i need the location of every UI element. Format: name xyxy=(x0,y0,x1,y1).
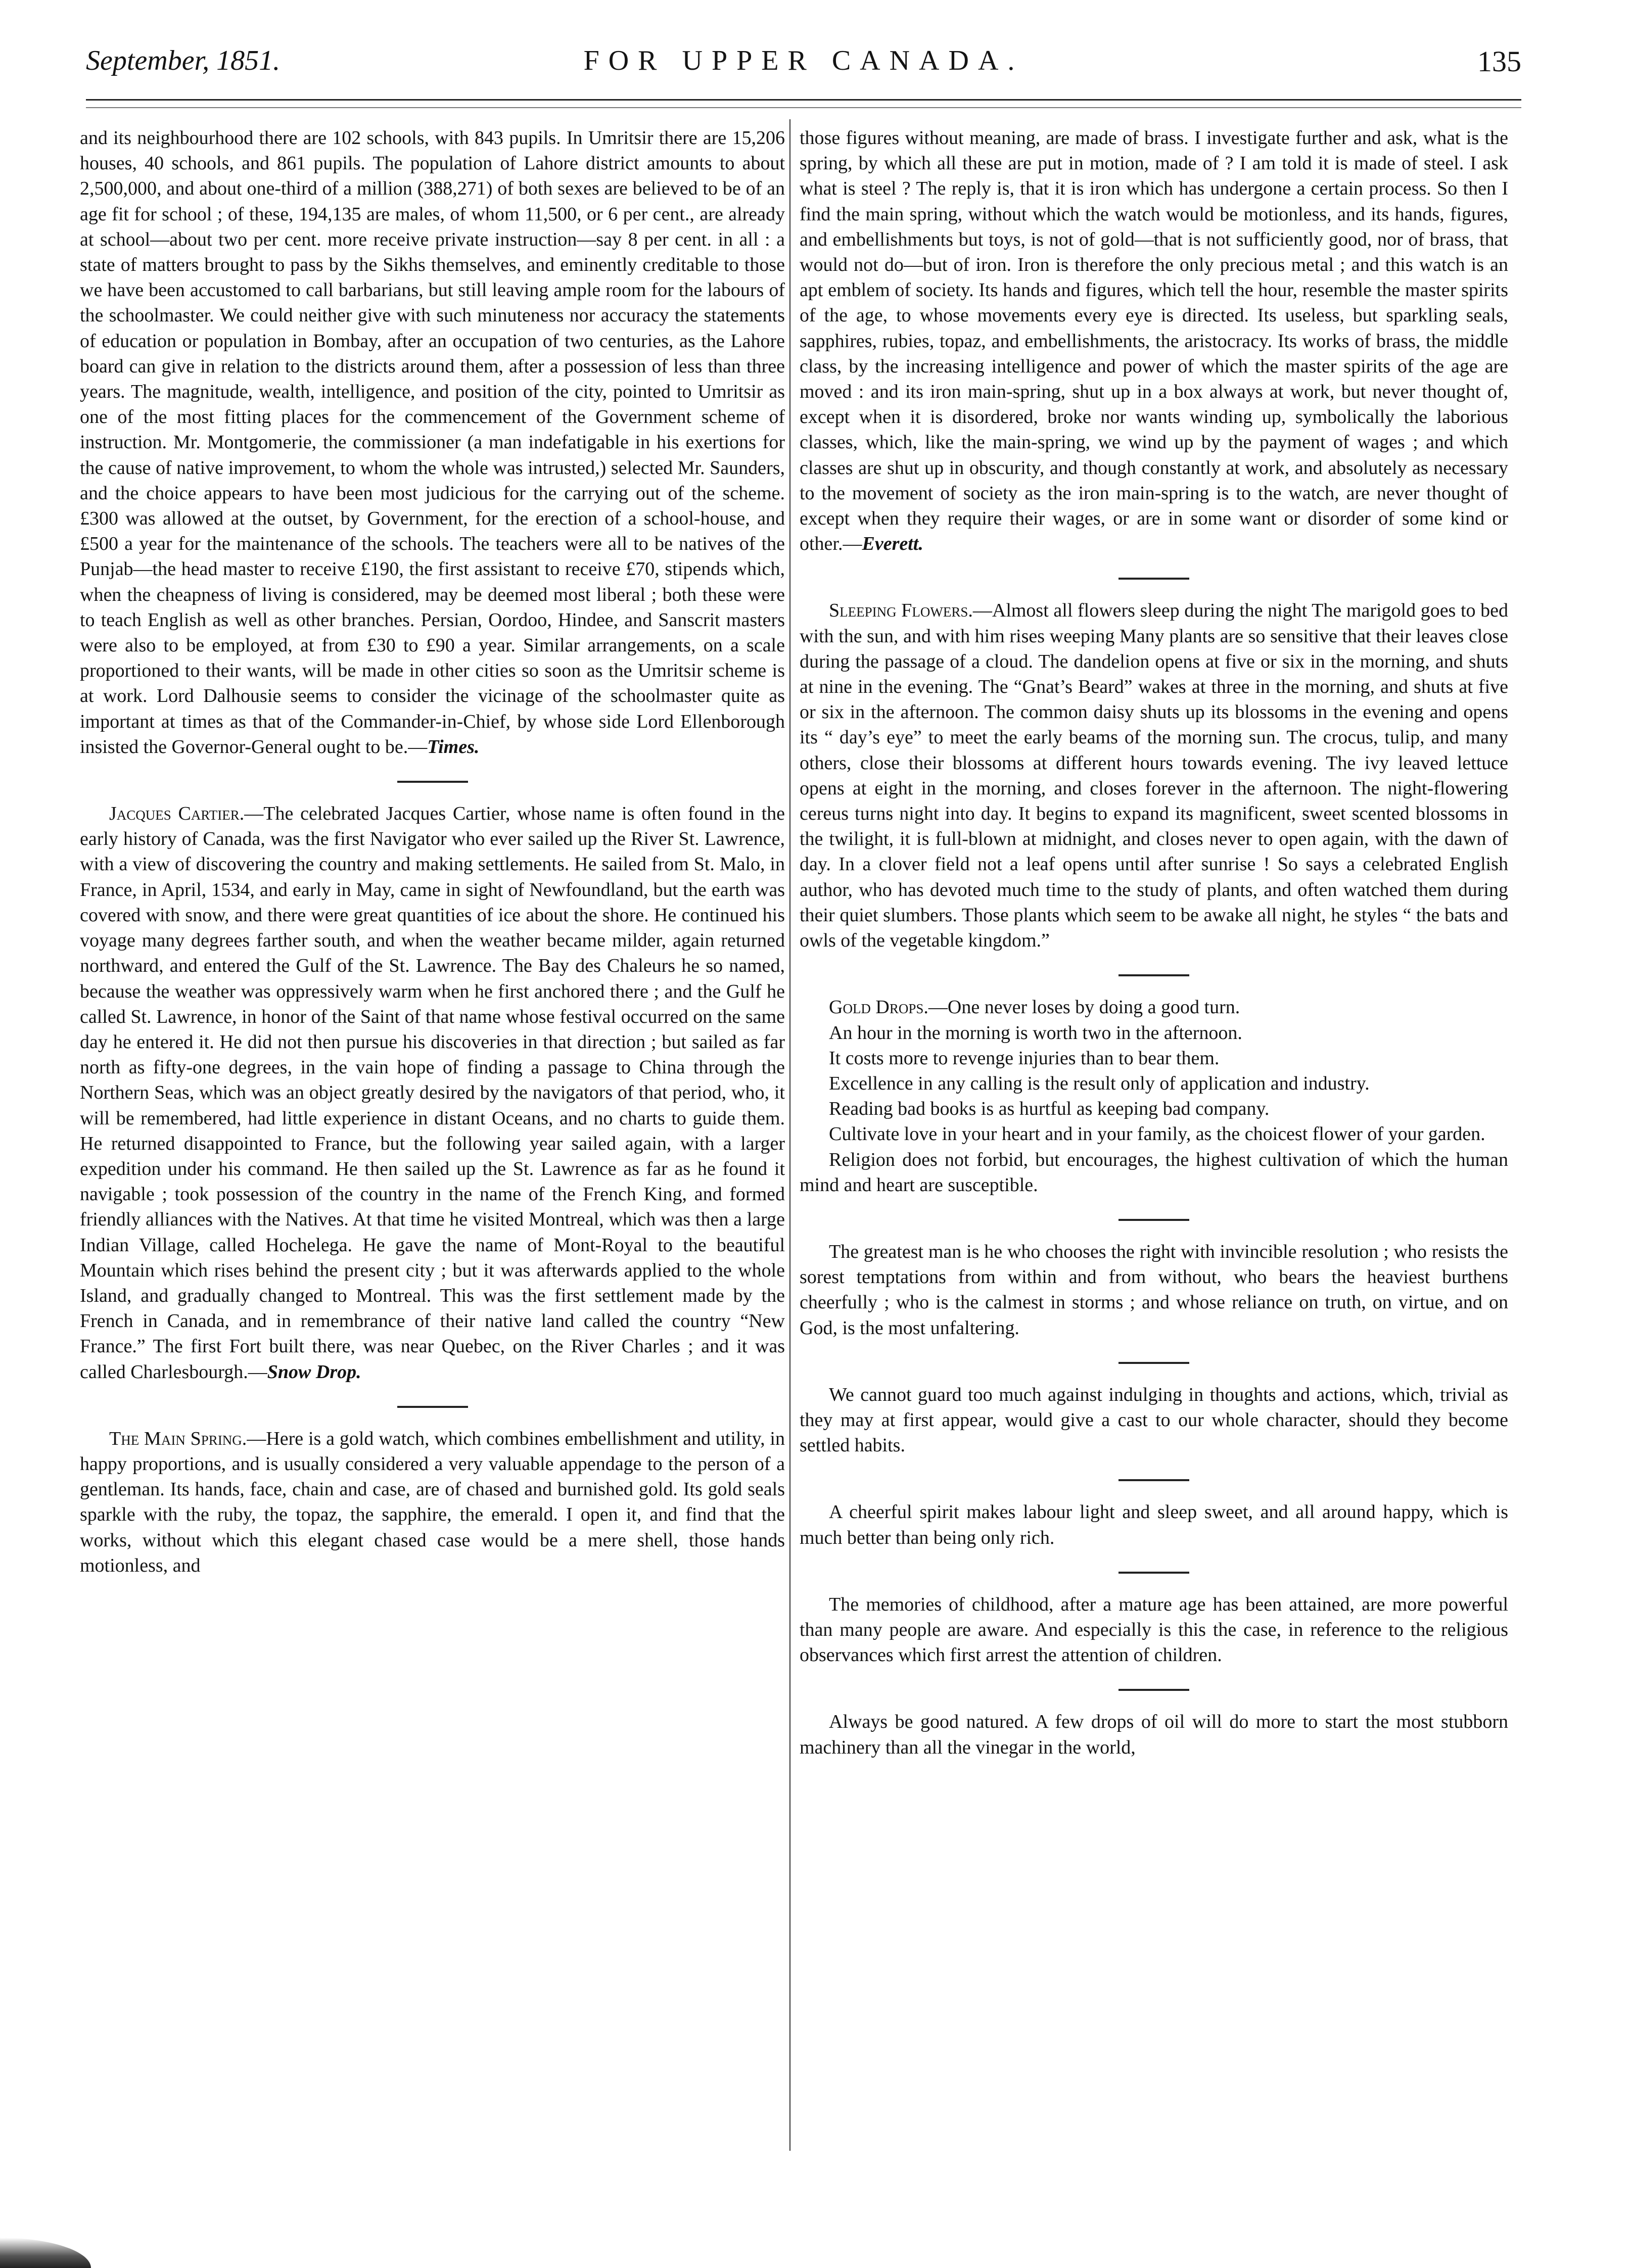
snow-drop-attribution: Snow Drop. xyxy=(267,1361,361,1383)
gold-drops-item: Reading bad books is as hurtful as keeping bad company. xyxy=(829,1098,1270,1120)
everett-attribution: Everett. xyxy=(862,533,923,555)
section-rule xyxy=(1119,1572,1189,1574)
childhood-memories-paragraph: The memories of childhood, after a mature age has been attained, are more powerful than many people are aware. And especially is this the case, in reference to the religious observances which first arrest the attention of children. xyxy=(800,1593,1508,1666)
main-spring-continued xyxy=(800,125,1508,556)
gold-drops-item xyxy=(800,995,1508,1020)
gold-drops-item: An hour in the morning is worth two in the afternoon. xyxy=(829,1022,1242,1044)
running-header xyxy=(86,44,1521,85)
section-rule xyxy=(1119,1362,1189,1364)
lahore-schools-paragraph xyxy=(80,125,785,760)
page-number: 135 xyxy=(1477,45,1521,78)
greatest-man-paragraph: The greatest man is he who chooses the right with invincible resolution ; who resists the sorest temptations from within and from without, who bears the heaviest burthens cheerfully ; who is the calmest in storms ; and whose reliance on truth, on virtue, and on God, is the most unfaltering. xyxy=(800,1241,1508,1339)
guard-paragraph: We cannot guard too much against indulging in thoughts and actions, which, trivial as they may at first appear, would give a cast to our whole character, should they become settled habits. xyxy=(800,1384,1508,1456)
times-attribution: Times. xyxy=(427,736,480,758)
main-spring-continued-text: those figures without meaning, are made of brass. I investigate further and ask, what is the spring, by which all these are put in motion, made of ? I am told it is made of steel. I ask what is steel ? The reply is, that it is iron which has undergone a certain process. So then I find the main spring, without which the watch would be motionless, and its hands, figures, and embellishments but toys, is not of gold—that is not sufficiently good, nor of brass, that would not do—but of iron. Iron is therefore the only precious metal ; and this watch is an apt emblem of society. Its hands and figures, which tell the hour, resemble the master spirits of the age, to whose movements every eye is directed. Its useless, but sparkling seals, sapphires, rubies, topaz, and embellishments, the aristocracy. Its works of brass, the middle class, by the increasing intelligence and power of which the master spirits of the age are moved : and its iron main-spring, shut up in a box always at work, but never thought of, except when it is disordered, broke nor wants winding up, symbolically the laborious classes, which, like the main-spring, we wind up by the payment of wages ; and which classes are shut up in obscurity, and though constantly at work, and absolutely as necessary to the movement of society as the iron main-spring is to the watch, are never thought of except when they require their wages, or are in some want or disorder of some kind or other.— xyxy=(800,127,1508,555)
header-rule xyxy=(86,99,1521,101)
jacques-cartier-article xyxy=(80,801,785,1385)
lahore-schools-text: and its neighbourhood there are 102 schools, with 843 pupils. In Umritsir there are 15,206 houses, 40 schools, and 861 pupils. The population of Lahore district amounts to about 2,500,000, and about one-third of a million (388,271) of both sexes are believed to be of an age fit for school ; of these, 194,135 are males, of whom 11,500, or 6 per cent., are already at school—about two per cent. more receive private instruction—say 8 per cent. in all : a state of matters brought to pass by the Sikhs themselves, and eminently creditable to those we have been accustomed to call barbarians, but still leaving ample room for the labours of the schoolmaster. We could neither give with such minuteness nor accuracy the statements of education or population in Bombay, after an occupation of two centuries, as the Lahore board can give in relation to the districts around them, after a possession of less than three years. The magnitude, wealth, intelligence, and position of the city, pointed to Umritsir as one of the most fitting places for the commencement of the Government scheme of instruction. Mr. Montgomerie, the commissioner (a man indefatigable in his exertions for the cause of native improvement, to whom the whole was intrusted,) selected Mr. Saunders, and the choice appears to have been most judicious for the carrying out of the scheme. £300 was allowed at the outset, by Government, for the erection of a school-house, and £500 a year for the maintenance of the schools. The teachers were all to be natives of the Punjab—the head master to receive £190, the first assistant to receive £70, stipends which, when the cheapness of living is considered, may be deemed most liberal ; both these were to teach English as well as other branches. Persian, Oordoo, Hindee, and Sanscrit masters were also to be employed, at from £30 to £90 a year. Similar arrangements, on a scale proportioned to their wants, will be made in other cities so soon as the Umritsir scheme is at work. Lord Dalhousie seems to consider the vicinage of the schoolmaster quite as important at times as that of the Commander-in-Chief, by whose side Lord Ellenborough insisted the Governor-General ought to be.— xyxy=(80,127,785,758)
header-rule-secondary xyxy=(86,107,1521,108)
gold-drops-item: Excellence in any calling is the result only of application and industry. xyxy=(829,1072,1370,1094)
section-rule xyxy=(397,1406,468,1408)
main-spring-text: —Here is a gold watch, which combines embellishment and utility, in happy proportions, and is usually considered a very valuable appendage to the person of a gentleman. Its hands, face, chain and case, are of chased and burnished gold. Its gold seals sparkle with the ruby, the topaz, the sapphire, the emerald. I open it, and find that the works, without which this elegant chased case would be a mere shell, those hands motionless, and xyxy=(80,1428,785,1576)
good-natured-paragraph: Always be good natured. A few drops of oil will do more to start the most stubborn machinery than all the vinegar in the world, xyxy=(800,1711,1508,1758)
sleeping-flowers-text: —Almost all flowers sleep during the night The marigold goes to bed with the sun, and with him rises weeping Many plants are so sensitive that their leaves close during the passage of a cloud. The dandelion opens at five or six in the morning, and shuts at nine in the evening. The “Gnat’s Beard” wakes at three in the morning, and shuts at five or six in the afternoon. The common daisy shuts up its blossoms in the evening and opens its “ day’s eye” to meet the early beams of the morning sun. The crocus, tulip, and many others, close their blossoms at different hours towards evening. The ivy leaved lettuce opens at eight in the morning, and closes forever in the afternoon. The night-flowering cereus turns night into day. It begins to expand its magnificent, sweet scented blossoms in the twilight, it is full-blown at midnight, and closes never to open again, with the dawn of day. In a clover field not a leaf opens until after sunrise ! So says a celebrated English author, who has devoted much time to the study of plants, and often watched them during their quiet slumbers. Those plants which seem to be awake all night, he styles “ the bats and owls of the vegetable kingdom.” xyxy=(800,600,1509,952)
sleeping-flowers-heading: Sleeping Flowers. xyxy=(829,600,973,622)
main-spring-article xyxy=(80,1426,785,1578)
right-column xyxy=(800,125,1508,1760)
gold-drops-item: Cultivate love in your heart and in your family, as the choicest flower of your garden. xyxy=(829,1123,1485,1145)
gold-drops-item: It costs more to revenge injuries than to bear them. xyxy=(829,1047,1220,1069)
header-date: September, 1851. xyxy=(86,45,281,76)
header-title: FOR UPPER CANADA. xyxy=(583,45,1024,76)
main-spring-heading: The Main Spring. xyxy=(109,1428,247,1449)
section-rule xyxy=(1119,974,1189,976)
page-binding-shadow xyxy=(0,2238,91,2268)
sleeping-flowers-article xyxy=(800,598,1508,953)
section-rule xyxy=(1119,1219,1189,1221)
left-column xyxy=(80,125,785,1578)
section-rule xyxy=(1119,1479,1189,1481)
gold-drops-text: —One never loses by doing a good turn. xyxy=(928,997,1240,1018)
gold-drops-heading: Gold Drops. xyxy=(829,997,928,1018)
section-rule xyxy=(397,781,468,783)
section-rule xyxy=(1119,578,1189,580)
column-divider xyxy=(789,119,790,2151)
jacques-cartier-text: —The celebrated Jacques Cartier, whose name is often found in the early history of Canada, was the first Navigator who ever sailed up the River St. Lawrence, with a view of discovering the country and making settlements. He sailed from St. Malo, in France, in April, 1534, and early in May, came in sight of Newfoundland, but the earth was covered with snow, and there were great quantities of ice about the shore. He continued his voyage many degrees farther south, and when the weather became milder, again returned northward, and entered the Gulf of the St. Lawrence. The Bay des Chaleurs he so named, because the weather was oppressively warm when he first anchored there ; and the Gulf he called St. Lawrence, in honor of the Saint of that name whose festival occurred on the same day he entered it. He did not then pursue his discoveries in that direction ; but sailed as far north as fifty-one degrees, in the vain hope of finding a passage to China through the Northern Seas, which was an object greatly desired by the navigators of that period, who, it will be remembered, had little experience in distant Oceans, and no charts to guide them. He returned disappointed to France, but the following year sailed again, with a larger expedition under his command. He then sailed up the St. Lawrence as far as he found it navigable ; took possession of the country in the name of the French King, and formed friendly alliances with the Natives. At that time he visited Montreal, which was then a large Indian Village, called Hochelega. He gave the name of Mont-Royal to the beautiful Mountain which rises behind the present city ; but it was afterwards applied to the whole Island, and gradually changed to Montreal. This was the first settlement made by the French in Canada, and in remembrance of their native land called the country “New France.” The first Fort built there, was near Quebec, on the River Charles ; and it was called Charlesbourgh.— xyxy=(80,803,785,1383)
gold-drops-item: Religion does not forbid, but encourages, the highest cultivation of which the human mind and heart are susceptible. xyxy=(800,1149,1508,1196)
section-rule xyxy=(1119,1689,1189,1691)
jacques-cartier-heading: Jacques Cartier. xyxy=(109,803,245,825)
cheerful-spirit-paragraph: A cheerful spirit makes labour light and sleep sweet, and all around happy, which is much better than being only rich. xyxy=(800,1501,1508,1548)
